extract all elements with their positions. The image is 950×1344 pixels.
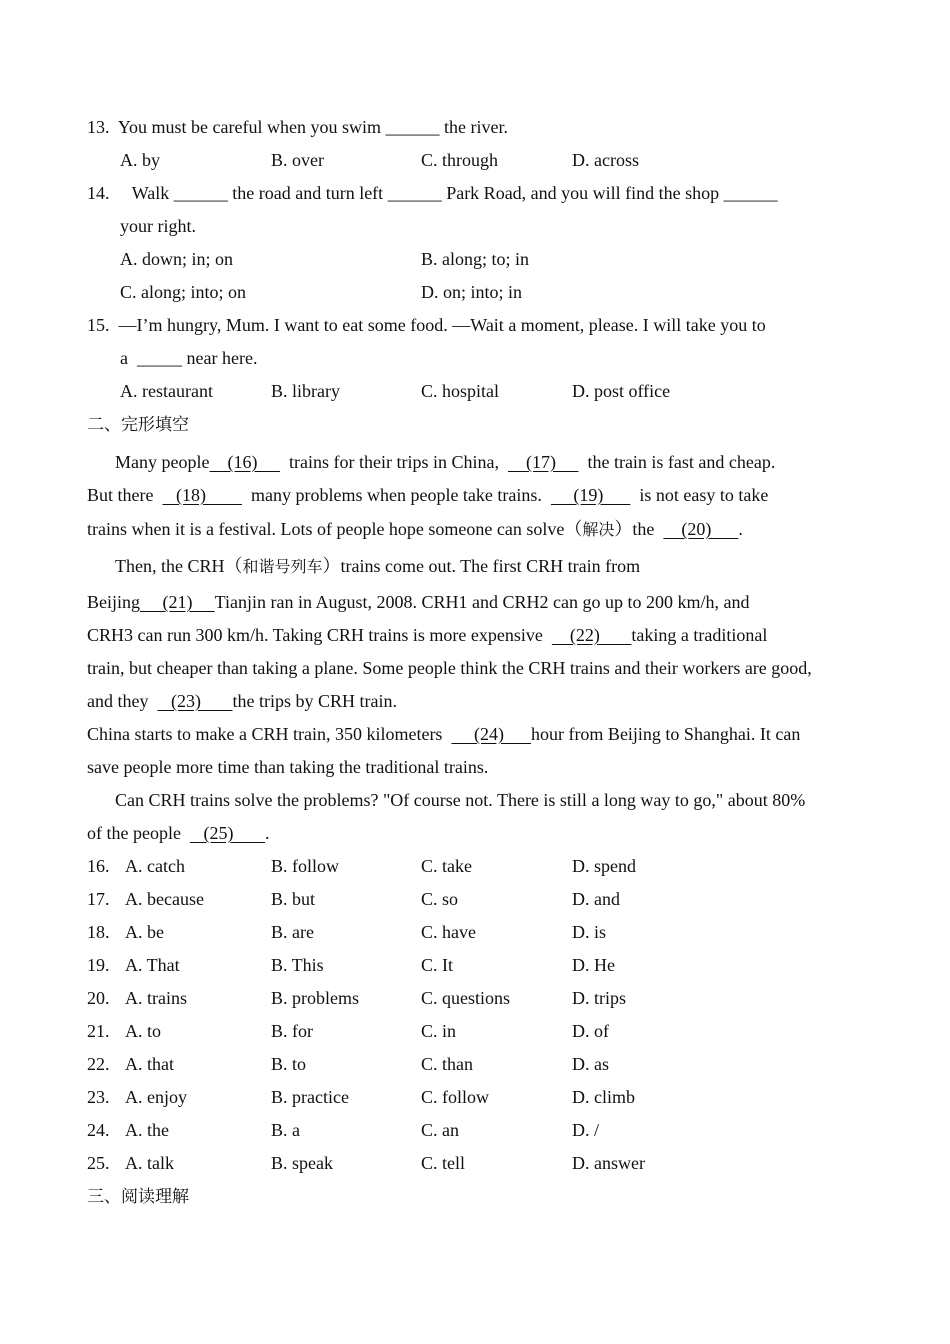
blank-22: (22) (551, 625, 632, 645)
choice-option-b[interactable]: B. problems (271, 988, 359, 1008)
cloze-line: of the people (25) . (87, 823, 270, 843)
blank-21: (21) (140, 592, 215, 612)
choice-number: 19. (87, 955, 110, 975)
cloze-line: and they (23) the trips by CRH train. (87, 691, 397, 711)
choice-option-d[interactable]: D. as (572, 1054, 609, 1074)
choice-option-d[interactable]: D. / (572, 1120, 599, 1140)
choice-number: 17. (87, 889, 110, 909)
choice-number: 21. (87, 1021, 110, 1041)
blank-17: (17) (507, 452, 579, 472)
q15-number: 15. (87, 315, 110, 335)
q14-option-a[interactable]: A. down; in; on (120, 249, 234, 269)
choice-number: 24. (87, 1120, 110, 1140)
choice-option-b[interactable]: B. This (271, 955, 324, 975)
choice-option-d[interactable]: D. trips (572, 988, 626, 1008)
choice-option-c[interactable]: C. have (421, 922, 476, 942)
q14-number: 14. (87, 183, 110, 203)
choice-number: 20. (87, 988, 110, 1008)
q15-blank: _____ (137, 348, 182, 368)
choice-option-b[interactable]: B. a (271, 1120, 300, 1140)
choice-option-b[interactable]: B. to (271, 1054, 307, 1074)
choice-number: 23. (87, 1087, 110, 1107)
cloze-line: train, but cheaper than taking a plane. Some people think the CRH trains and their workers are good, (87, 658, 812, 678)
q13-option-a[interactable]: A. by (120, 150, 160, 170)
q14-blank-1: ______ (173, 183, 228, 203)
cloze-line: Many people (16) trains for their trips in China, (17) the train is fast and cheap. (115, 452, 776, 472)
q13-option-b[interactable]: B. over (271, 150, 324, 170)
blank-23: (23) (157, 691, 233, 711)
q15-option-c[interactable]: C. hospital (421, 381, 500, 401)
choice-option-b[interactable]: B. practice (271, 1087, 349, 1107)
choice-option-d[interactable]: D. answer (572, 1153, 645, 1173)
choice-option-a[interactable]: A. trains (125, 988, 187, 1008)
q14-blank-2: ______ (387, 183, 442, 203)
choice-number: 16. (87, 856, 110, 876)
choice-option-a[interactable]: A. the (125, 1120, 169, 1140)
q13-option-d[interactable]: D. across (572, 150, 639, 170)
choice-option-b[interactable]: B. follow (271, 856, 340, 876)
choice-option-d[interactable]: D. spend (572, 856, 636, 876)
choice-option-a[interactable]: A. catch (125, 856, 185, 876)
q14-blank-3: ______ (723, 183, 778, 203)
choice-option-c[interactable]: C. It (421, 955, 454, 975)
choice-option-b[interactable]: B. speak (271, 1153, 333, 1173)
choice-option-d[interactable]: D. of (572, 1021, 609, 1041)
blank-24: (24) (451, 724, 531, 744)
cloze-line: Then, the CRH（和谐号列车）trains come out. The first CRH train from (115, 556, 641, 576)
blank-16: (16) (209, 452, 280, 472)
cloze-line: save people more time than taking the traditional trains. (87, 757, 489, 777)
choice-option-c[interactable]: C. take (421, 856, 472, 876)
q13-option-c[interactable]: C. through (421, 150, 499, 170)
choice-option-d[interactable]: D. is (572, 922, 607, 942)
blank-20: (20) (663, 519, 739, 539)
blank-18: (18) (162, 485, 242, 505)
choice-option-d[interactable]: D. climb (572, 1087, 635, 1107)
choice-number: 18. (87, 922, 110, 942)
choice-option-c[interactable]: C. questions (421, 988, 511, 1008)
choice-option-a[interactable]: A. be (125, 922, 164, 942)
choice-option-a[interactable]: A. talk (125, 1153, 174, 1173)
q15-option-a[interactable]: A. restaurant (120, 381, 213, 401)
cloze-line: trains when it is a festival. Lots of people hope someone can solve（解决）the (20) . (87, 519, 743, 539)
q14-option-c[interactable]: C. along; into; on (120, 282, 246, 302)
q15-stem-line2: a _____ near here. (120, 348, 258, 368)
choice-option-c[interactable]: C. than (421, 1054, 473, 1074)
q14-option-b[interactable]: B. along; to; in (421, 249, 529, 269)
blank-19: (19) (550, 485, 631, 505)
choice-option-a[interactable]: A. because (125, 889, 204, 909)
choice-option-c[interactable]: C. in (421, 1021, 457, 1041)
choice-number: 22. (87, 1054, 110, 1074)
choice-number: 25. (87, 1153, 110, 1173)
section-3-title: 三、阅读理解 (87, 1187, 189, 1207)
cloze-line: China starts to make a CRH train, 350 kilometers (24) hour from Beijing to Shanghai. It can (87, 724, 801, 744)
choice-option-b[interactable]: B. but (271, 889, 316, 909)
choice-option-a[interactable]: A. to (125, 1021, 161, 1041)
choice-option-a[interactable]: A. enjoy (125, 1087, 187, 1107)
cloze-line: But there (18) many problems when people take trains. (19) is not easy to take (87, 485, 769, 505)
section-2-title: 二、完形填空 (87, 415, 189, 435)
q14-option-d[interactable]: D. on; into; in (421, 282, 523, 302)
cloze-line: Can CRH trains solve the problems? "Of course not. There is still a long way to go," about 80% (115, 790, 806, 810)
q13-stem: 13. You must be careful when you swim ______ the river. (87, 117, 508, 137)
choice-option-a[interactable]: A. That (125, 955, 180, 975)
q13-number: 13. (87, 117, 110, 137)
q15-stem: 15. —I’m hungry, Mum. I want to eat some food. —Wait a moment, please. I will take you to (87, 315, 766, 335)
choice-option-c[interactable]: C. follow (421, 1087, 490, 1107)
choice-option-a[interactable]: A. that (125, 1054, 174, 1074)
blank-25: (25) (189, 823, 265, 843)
q15-option-b[interactable]: B. library (271, 381, 340, 401)
choice-option-d[interactable]: D. He (572, 955, 615, 975)
q13-blank: ______ (385, 117, 440, 137)
choice-option-c[interactable]: C. an (421, 1120, 459, 1140)
choice-option-b[interactable]: B. for (271, 1021, 313, 1041)
choice-option-b[interactable]: B. are (271, 922, 314, 942)
q14-stem-line2: your right. (120, 216, 196, 236)
q14-stem: 14. Walk ______ the road and turn left ______ Park Road, and you will find the shop ______ (87, 183, 778, 203)
choice-option-d[interactable]: D. and (572, 889, 620, 909)
cloze-line: Beijing (21) Tianjin ran in August, 2008. CRH1 and CRH2 can go up to 200 km/h, and (87, 592, 750, 612)
choice-option-c[interactable]: C. tell (421, 1153, 465, 1173)
cloze-line: CRH3 can run 300 km/h. Taking CRH trains is more expensive (22) taking a traditional (87, 625, 768, 645)
choice-option-c[interactable]: C. so (421, 889, 459, 909)
q15-option-d[interactable]: D. post office (572, 381, 671, 401)
